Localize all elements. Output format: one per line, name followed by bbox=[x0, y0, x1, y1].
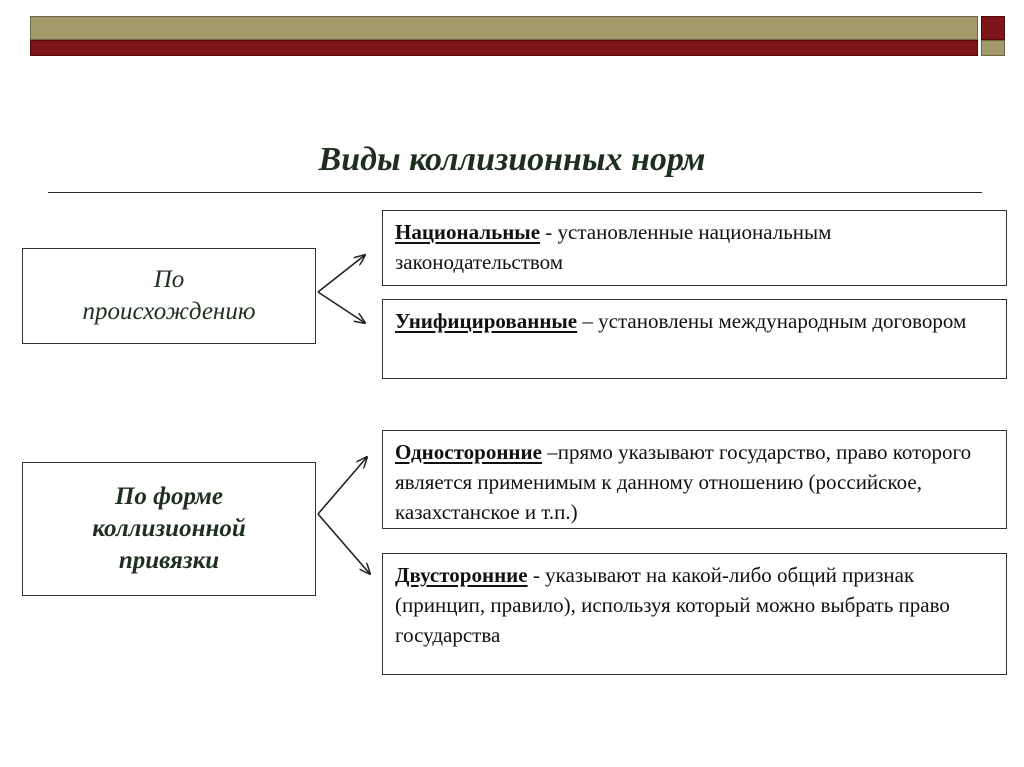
arrow-form-to-bilateral bbox=[318, 514, 370, 574]
definition-box-unilateral bbox=[382, 430, 1007, 529]
definition-box-bilateral bbox=[382, 553, 1007, 675]
header-corner-square-olive bbox=[981, 40, 1005, 56]
arrow-form-to-unilateral bbox=[318, 457, 367, 514]
definition-term: Национальные bbox=[395, 220, 541, 244]
definition-text: –прямо указывают государство, право которого является применимым к данному отношению (российское, казахстанское и т.п.) bbox=[395, 440, 972, 524]
definition-box-unified bbox=[382, 299, 1007, 379]
slide-title: Виды коллизионных норм bbox=[318, 141, 706, 178]
category-box-origin: По происхождению bbox=[22, 248, 316, 344]
definition-text: - указывают на какой-либо общий признак (принцип, правило), используя который можно выбрать право государства bbox=[395, 563, 950, 647]
header-corner-square-maroon bbox=[981, 16, 1005, 40]
definition-term: Односторонние bbox=[395, 440, 542, 464]
definition-text: – установлены международным договором bbox=[577, 309, 967, 333]
category-box-binding-form: По форме коллизионной привязки bbox=[22, 462, 316, 596]
title-divider bbox=[48, 192, 982, 193]
definition-term: Унифицированные bbox=[395, 309, 578, 333]
arrow-origin-to-unified bbox=[318, 292, 365, 323]
definition-term: Двусторонние bbox=[395, 563, 528, 587]
header-band-maroon bbox=[30, 40, 978, 56]
definition-text: - установленные национальным законодательством bbox=[395, 220, 832, 274]
header-band-olive bbox=[30, 16, 978, 40]
arrow-origin-to-national bbox=[318, 255, 365, 292]
definition-box-national bbox=[382, 210, 1007, 286]
